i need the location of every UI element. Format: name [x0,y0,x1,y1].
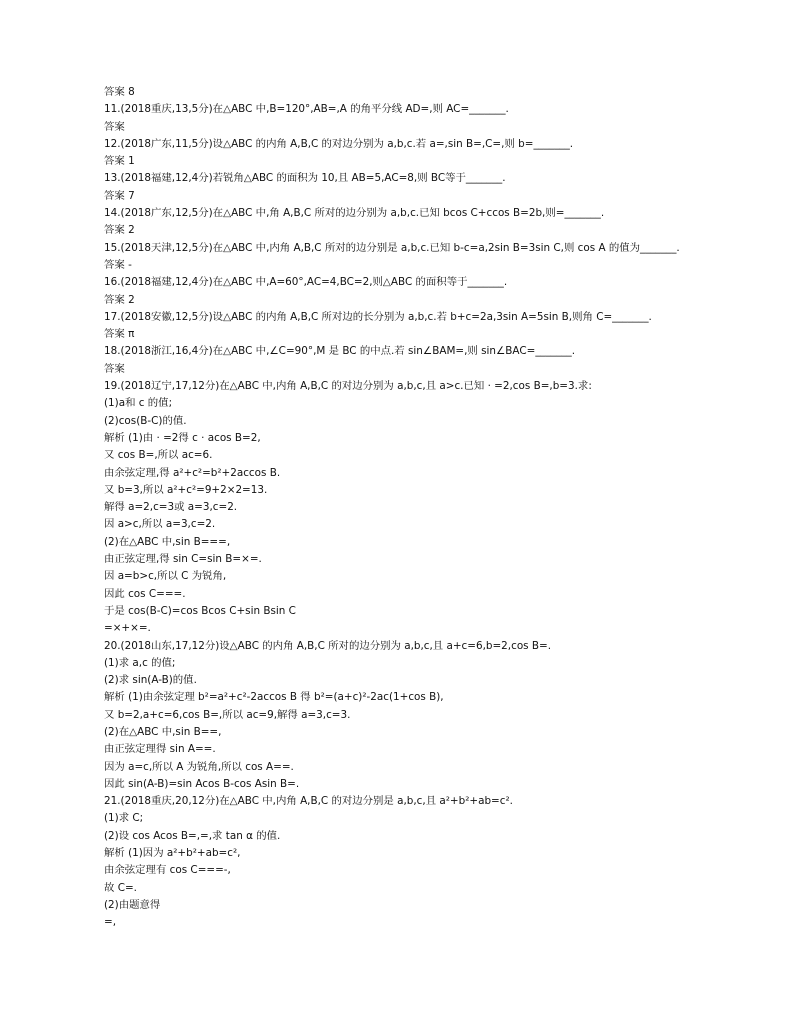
text-line: 13.(2018福建,12,4分)若锐角△ABC 的面积为 10,且 AB=5,AC=8,则 BC等于_______. [104,172,506,185]
text-line: 16.(2018福建,12,4分)在△ABC 中,A=60°,AC=4,BC=2,则△ABC 的面积等于_______. [104,276,508,289]
text-line: (1)求 C; [104,812,144,825]
text-line: 又 b=2,a+c=6,cos B=,所以 ac=9,解得 a=3,c=3. [104,708,351,721]
text-line: 又 cos B=,所以 ac=6. [104,449,213,462]
text-line: (2)cos(B-C)的值. [104,414,187,427]
text-line: 因为 a=c,所以 A 为锐角,所以 cos A==. [104,760,294,773]
text-line: (1)求 a,c 的值; [104,656,176,669]
text-line: 解析 (1)由 · =2得 c · acos B=2, [104,431,261,444]
text-line: (2)在△ABC 中,sin B===, [104,535,231,548]
text-line: (2)求 sin(A-B)的值. [104,674,197,687]
text-line: 答案 2 [104,224,135,237]
text-line: 20.(2018山东,17,12分)设△ABC 的内角 A,B,C 所对的边分别为 a,b,c,且 a+c=6,b=2,cos B=. [104,639,552,652]
text-line: 因此 sin(A-B)=sin Acos B-cos Asin B=. [104,777,300,790]
text-line: 答案 [104,120,125,133]
text-line: 由余弦定理,得 a²+c²=b²+2accos B. [104,466,281,479]
text-line: 故 C=. [104,881,137,894]
text-line: 答案 - [104,258,132,271]
text-line: 答案 [104,362,125,375]
text-line: 11.(2018重庆,13,5分)在△ABC 中,B=120°,AB=,A 的角平分线 AD=,则 AC=_______. [104,103,509,116]
text-line: 18.(2018浙江,16,4分)在△ABC 中,∠C=90°,M 是 BC 的中点.若 sin∠BAM=,则 sin∠BAC=_______. [104,345,575,358]
text-line: (1)a和 c 的值; [104,397,173,410]
text-line: 答案 1 [104,155,135,168]
text-line: 答案 7 [104,189,135,202]
text-line [104,932,704,949]
text-line: 19.(2018辽宁,17,12分)在△ABC 中,内角 A,B,C 的对边分别为 a,b,c,且 a>c.已知 · =2,cos B=,b=3.求: [104,380,592,393]
text-line: (2)在△ABC 中,sin B==, [104,725,222,738]
text-line: 答案 2 [104,293,135,306]
text-line: =, [104,916,117,929]
text-line: 解得 a=2,c=3或 a=3,c=2. [104,501,238,514]
text-line: 17.(2018安徽,12,5分)设△ABC 的内角 A,B,C 所对边的长分别为 a,b,c.若 b+c=2a,3sin A=5sin B,则角 C=_______. [104,310,652,323]
text-line: 因 a=b>c,所以 C 为锐角, [104,570,227,583]
text-line: 又 b=3,所以 a²+c²=9+2×2=13. [104,483,268,496]
text-line: 因 a>c,所以 a=3,c=2. [104,518,216,531]
text-line: 12.(2018广东,11,5分)设△ABC 的内角 A,B,C 的对边分别为 a,b,c.若 a=,sin B=,C=,则 b=_______. [104,137,574,150]
text-line: 解析 (1)由余弦定理 b²=a²+c²-2accos B 得 b²=(a+c)²-2ac(1+cos B), [104,691,444,704]
text-line: 14.(2018广东,12,5分)在△ABC 中,角 A,B,C 所对的边分别为 a,b,c.已知 bcos C+ccos B=2b,则=_______. [104,207,605,220]
text-line: 解析 (1)因为 a²+b²+ab=c², [104,847,241,860]
document-body [104,84,704,949]
text-line: 于是 cos(B-C)=cos Bcos C+sin Bsin C [104,604,296,617]
text-line: 由正弦定理得 sin A==. [104,743,216,756]
text-line: 答案 π [104,328,135,341]
text-line: 因此 cos C===. [104,587,186,600]
text-line: 15.(2018天津,12,5分)在△ABC 中,内角 A,B,C 所对的边分别是 a,b,c.已知 b-c=a,2sin B=3sin C,则 cos A 的值为_______. [104,241,680,254]
text-line: 答案 8 [104,86,135,98]
text-line: (2)设 cos Acos B=,=,求 tan α 的值. [104,829,281,842]
text-line: 由余弦定理有 cos C===-, [104,864,231,877]
text-line: 21.(2018重庆,20,12分)在△ABC 中,内角 A,B,C 的对边分别是 a,b,c,且 a²+b²+ab=c². [104,795,513,808]
text-line: 由正弦定理,得 sin C=sin B=×=. [104,553,262,566]
text-line: =×+×=. [104,622,151,635]
text-line: (2)由题意得 [104,898,161,911]
